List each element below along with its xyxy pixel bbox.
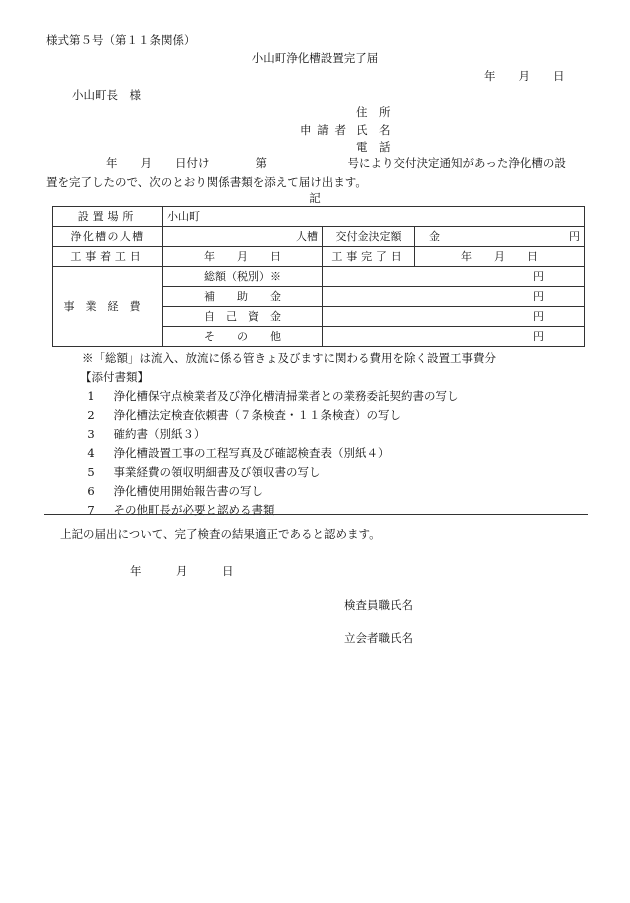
attachment-text: 浄化槽使用開始報告書の写し — [113, 484, 263, 498]
attachments-heading: 【添付書類】 — [80, 370, 149, 384]
ki-heading: 記 — [309, 191, 321, 205]
attachment-text: 事業経費の領収明細書及び領収書の写し — [113, 465, 321, 479]
cost-label: 事業経費 — [53, 267, 163, 347]
attachment-text: 浄化槽法定検査依頼書（７条検査・１１条検査）の写し — [113, 408, 401, 422]
cost-item-label: そ の 他 — [163, 327, 323, 347]
submission-date: 年 月 日 — [484, 69, 565, 83]
location-value: 小山町 — [163, 207, 585, 227]
attachment-text: その他町長が必要と認める書類 — [113, 503, 275, 517]
witness-name-label: 立会者職氏名 — [344, 631, 413, 645]
attachment-number: 6 — [87, 484, 95, 498]
attachment-number: 3 — [87, 427, 95, 441]
attachment-text: 確約書（別紙３） — [113, 427, 206, 441]
body-line-2: 置を完了したので、次のとおり関係書類を添えて届け出ます。 — [46, 175, 367, 189]
attachment-item — [80, 409, 459, 428]
tank-capacity-label: 浄化槽の人槽 — [53, 227, 163, 247]
start-date-value: 年 月 日 — [163, 247, 323, 267]
attachment-number: 4 — [87, 446, 95, 460]
attachments-list — [80, 371, 459, 523]
attachment-item — [80, 447, 459, 466]
cost-item-value: 円 — [323, 287, 585, 307]
cost-note: ※「総額」は流入、放流に係る管きょ及びますに関わる費用を除く設置工事費分 — [82, 351, 496, 365]
attachment-number: 7 — [87, 503, 95, 517]
address-label: 住 所 — [356, 105, 391, 119]
subsidy-amount-prefix: 金 — [415, 227, 455, 247]
cost-item-value: 円 — [323, 327, 585, 347]
schedule-row — [53, 247, 585, 267]
name-label: 氏 名 — [356, 123, 391, 137]
attachment-item — [80, 428, 459, 447]
tank-capacity-unit: 人槽 — [163, 227, 323, 247]
attachment-text: 浄化槽保守点検業者及び浄化槽清掃業者との業務委託契約書の写し — [113, 389, 459, 403]
cost-row — [53, 267, 585, 287]
body-line-1: 年 月 日付け 第 号により交付決定通知があった浄化槽の設 — [106, 156, 566, 170]
divider — [44, 514, 588, 515]
end-date-label: 工事完了日 — [323, 247, 415, 267]
start-date-label: 工事着工日 — [53, 247, 163, 267]
inspection-statement: 上記の届出について、完了検査の結果適正であると認めます。 — [60, 527, 381, 541]
location-row — [53, 207, 585, 227]
tank-row — [53, 227, 585, 247]
cost-item-label: 補 助 金 — [163, 287, 323, 307]
phone-label: 電 話 — [356, 140, 391, 154]
attachment-text: 浄化槽設置工事の工程写真及び確認検査表（別紙４） — [113, 446, 390, 460]
end-date-value: 年 月 日 — [415, 247, 585, 267]
document-title: 小山町浄化槽設置完了届 — [251, 51, 379, 65]
attachment-number: 2 — [87, 408, 95, 422]
attachment-item — [80, 466, 459, 485]
subsidy-amount-yen: 円 — [455, 227, 585, 247]
attachment-item — [80, 485, 459, 504]
applicant-label: 申請者 — [300, 123, 352, 137]
cost-item-value: 円 — [323, 307, 585, 327]
cost-item-value: 円 — [323, 267, 585, 287]
cost-item-label: 自 己 資 金 — [163, 307, 323, 327]
attachment-number: 1 — [87, 389, 95, 403]
details-table — [52, 206, 585, 347]
location-label: 設置場所 — [53, 207, 163, 227]
inspector-name-label: 検査員職氏名 — [344, 598, 413, 612]
attachment-item — [80, 390, 459, 409]
form-number: 様式第５号（第１１条関係） — [46, 33, 196, 47]
subsidy-amount-label: 交付金決定額 — [323, 227, 415, 247]
cost-item-label: 総額（税別）※ — [163, 267, 323, 287]
attachment-number: 5 — [87, 465, 95, 479]
inspection-date: 年 月 日 — [130, 564, 234, 578]
addressee: 小山町長 様 — [72, 88, 141, 102]
